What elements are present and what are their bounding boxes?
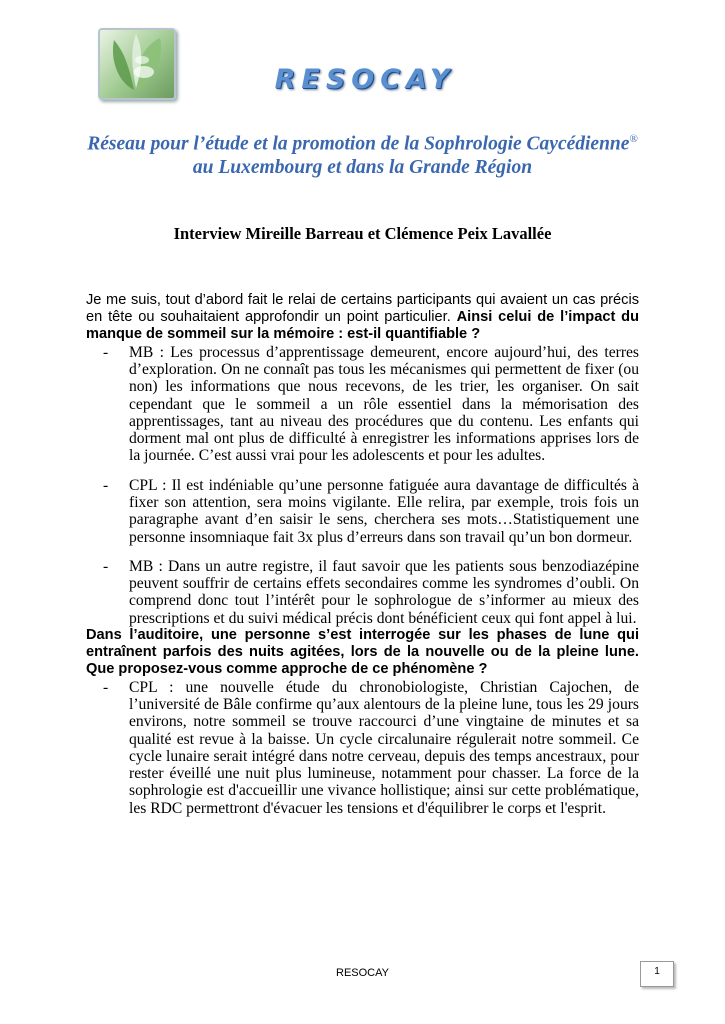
question-1: Je me suis, tout d’abord fait le relai de certains participants qui avaient un cas précis en tête ou souhaitaient approfondir un point particulier. Ainsi celui de l’impact du manque de sommeil sur la mémoire : est-il quantifiable ? [86,292,639,343]
page-number: 1 [654,966,660,977]
answer-item: - CPL : Il est indéniable qu’une personne fatiguée aura davantage de difficultés à fixer son attention, sera moins vigilante. Elle relira, par exemple, trois fois un paragraphe avant d’en saisir le sens, cherchera ses mots…Statistiquement une personne insomniaque fait 3x plus d’erreurs dans son travail qu’un bon dormeur. [103,476,639,546]
answers-list-1 [86,344,639,627]
answers-list-2 [86,679,639,817]
brand-name: RESOCAY [274,64,456,95]
page-number-box [640,961,674,987]
answer-item: - CPL : une nouvelle étude du chronobiologiste, Christian Cajochen, de l’université de Bâle confirme qu’aux alentours de la pleine lune, tous les 29 jours environs, notre sommeil se trouve raccourci d’une vingtaine de minutes et sa qualité est revue à la baisse. Un cycle circalunaire régulerait notre sommeil. Ce cycle lunaire serait intégré dans notre cerveau, depuis des temps ancestraux, pour rester éveillé une nuit plus lumineuse, notamment pour chasser. La force de la sophrologie est d'accueillir une vivance hollistique; ainsi sur cette problématique, les RDC permettront d'évacuer les tensions et d'équilibrer le corps et l'esprit. [103,678,639,817]
question-2: Dans l’auditoire, une personne s’est interrogée sur les phases de lune qui entraînent parfois des nuits agitées, lors de la nouvelle ou de la pleine lune. Que proposez-vous comme approche de ce phénomène ? [86,627,639,678]
answer-item: - MB : Dans un autre registre, il faut savoir que les patients sous benzodiazépine peuvent souffrir de certains effets secondaires comme les syndromes d’oubli. On comprend donc tout l’intérêt pour le sophrologue de s’informer au mieux des prescriptions et du suivi médical précis dont bénéficient ceux qui font appel à lui. [103,557,639,627]
subtitle-line-2: au Luxembourg et dans la Grande Région [192,157,533,178]
answer-item: - MB : Les processus d’apprentissage demeurent, encore aujourd’hui, des terres d’exploration. On ne connaît pas tous les mécanismes qui permettent de fixer (ou non) les informations que nous recevons, de les trier, les organiser. On sait cependant que le sommeil a un rôle essentiel dans la mémorisation des apprentissages, tant au niveau des procédures que du contenu. Les enfants qui dorment mal ont plus de difficulté à enregistrer les informations apprises lors de la journée. C’est aussi vrai pour les adolescents et pour les adultes. [103,343,639,465]
interview-body [86,292,639,817]
interview-title: Interview Mireille Barreau et Clémence Peix Lavallée [173,224,552,243]
registered-mark: ® [629,133,638,145]
resocay-logo-icon [98,28,176,100]
subtitle-line-1: Réseau pour l’étude et la promotion de la Sophrologie Caycédienne® [87,133,638,155]
footer-text: RESOCAY [336,967,389,979]
